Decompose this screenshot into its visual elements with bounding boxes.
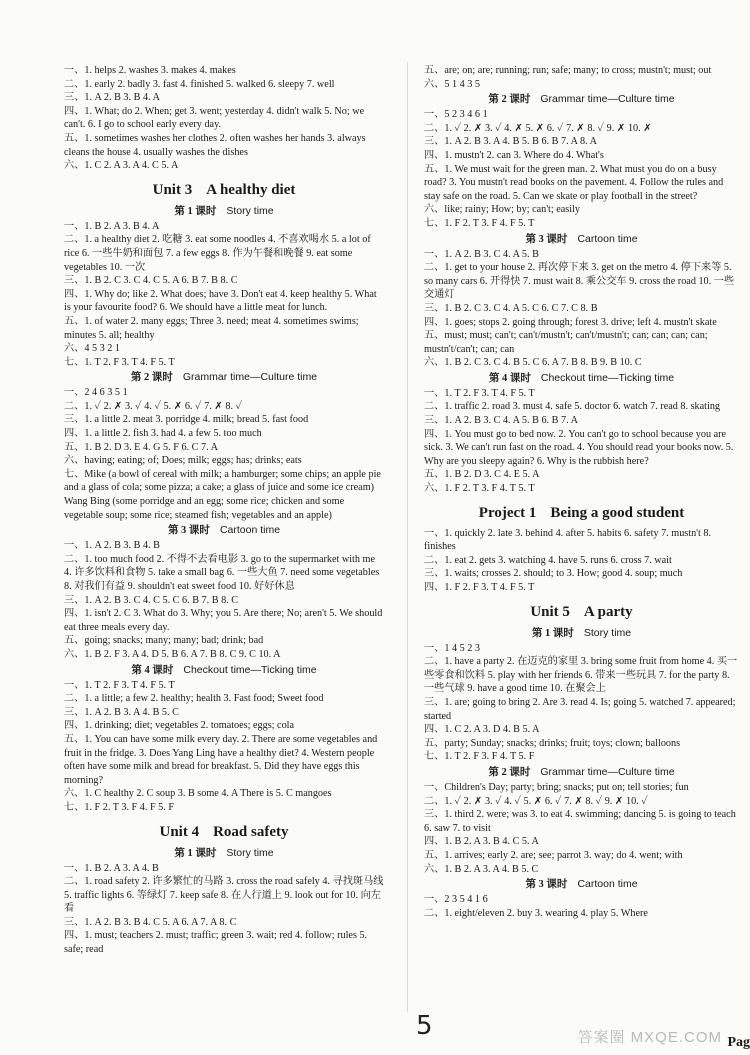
unit-title: Being a good student xyxy=(550,504,685,521)
answer-line: 一、1. quickly 2. late 3. behind 4. after 5. habits 6. safety 7. mustn't 8. finishes xyxy=(424,527,712,553)
answer-line: 六、1. B 2. C 3. C 4. B 5. C 6. A 7. B 8. B 9. B 10. C xyxy=(424,357,642,369)
answer-line: 三、1. B 2. C 3. C 4. A 5. C 6. C 7. C 8. B xyxy=(424,302,598,314)
lesson-name: Cartoon time xyxy=(219,524,281,537)
answer-line: 一、5 2 3 4 6 1 xyxy=(424,109,488,121)
answer-line: 一、1. T 2. F 3. T 4. F 5. T xyxy=(64,679,175,691)
lesson-number: 第 1 课时 xyxy=(531,627,574,639)
answer-line: 五、going; snacks; many; many; bad; drink; bad xyxy=(64,635,264,647)
answer-line: 五、1. B 2. D 3. C 4. E 5. A xyxy=(424,469,540,481)
answer-line: 一、1. T 2. F 3. T 4. F 5. T xyxy=(424,387,535,399)
lesson-number: 第 2 课时 xyxy=(488,94,531,106)
lesson-heading xyxy=(424,626,739,641)
answer-line: 六、5 1 4 3 5 xyxy=(424,78,481,90)
answer-line: 三、1. A 2. B 3. B 4. C 5. A 6. A 7. A 8. C xyxy=(64,916,237,928)
unit-title: A healthy diet xyxy=(206,181,296,198)
answer-line: 六、1. C 2. A 3. A 4. C 5. A xyxy=(64,160,179,172)
lesson-number: 第 3 课时 xyxy=(167,525,210,537)
answer-line: 六、1. F 2. T 3. F 4. T 5. T xyxy=(424,483,535,495)
answer-line: 二、1. too much food 2. 不得不去看电影 3. go to the supermarket with me 4. 许多饮料和食物 5. take a small bag 6. 一些大鱼 7. need some vegetables 8. 对我们有益 9. shouldn't eat sweet food 10. 好好休息 xyxy=(64,553,380,592)
answer-line: 二、1. eight/eleven 2. buy 3. wearing 4. play 5. Where xyxy=(424,907,648,919)
lesson-name: Grammar time—Culture time xyxy=(540,765,675,778)
lesson-name: Story time xyxy=(226,204,274,217)
answer-line: 二、1. ✓ 2. ✗ 3. ✓ 4. ✗ 5. ✗ 6. ✓ 7. ✗ 8. ✓ 9. ✗ 10. ✗ xyxy=(424,122,652,134)
lesson-number: 第 1 课时 xyxy=(174,847,217,859)
lesson-heading xyxy=(64,370,384,385)
lesson-heading xyxy=(64,523,384,538)
lesson-number: 第 2 课时 xyxy=(488,766,531,778)
lesson-heading xyxy=(424,92,739,107)
answer-line: 五、1. B 2. D 3. E 4. G 5. F 6. C 7. A xyxy=(64,441,218,453)
answer-line: 二、1. a little; a few 2. healthy; health 3. Fast food; Sweet food xyxy=(64,693,324,705)
answer-line: 七、1. F 2. T 3. F 4. F 5. T xyxy=(424,217,535,229)
unit-title: A party xyxy=(583,603,633,620)
answer-line: 三、1. a little 2. meat 3. porridge 4. milk; bread 5. fast food xyxy=(64,414,309,426)
answer-line: 二、1. a healthy diet 2. 吃糖 3. eat some noodles 4. 不喜欢喝水 5. a lot of rice 6. 一些牛奶和面包 7. a few eggs 8. 作为午餐和晚餐 9. eat some vegetables 10. 一次 xyxy=(64,234,371,273)
answer-line: 六、like; rainy; How; by; can't; easily xyxy=(424,204,581,216)
column-divider xyxy=(407,62,408,1012)
answer-line: 一、Children's Day; party; bring; snacks; put on; tell stories; fun xyxy=(424,781,689,793)
lesson-heading xyxy=(424,877,739,892)
answer-line: 三、1. are; going to bring 2. Are 3. read 4. Is; going 5. watched 7. appeared; started xyxy=(424,696,736,722)
lesson-name: Cartoon time xyxy=(577,878,638,891)
answer-line: 四、1. Why do; like 2. What does; have 3. Don't eat 4. keep healthy 5. What is your favourite food? 6. We should have a little meat for lunch. xyxy=(64,288,377,314)
answer-line: 三、1. A 2. B 3. A 4. B 5. B 6. B 7. A 8. A xyxy=(424,136,597,148)
answer-line: 四、1. drinking; diet; vegetables 2. tomatoes; eggs; cola xyxy=(64,720,295,732)
answer-line: 一、1 4 5 2 3 xyxy=(424,642,481,654)
handwritten-mark: 5 xyxy=(416,1011,433,1041)
answer-line: 一、1. helps 2. washes 3. makes 4. makes xyxy=(64,65,236,76)
left-column xyxy=(64,64,384,957)
answer-line: 五、party; Sunday; snacks; drinks; fruit; toys; clown; balloons xyxy=(424,737,681,749)
unit-heading xyxy=(424,601,739,623)
lesson-number: 第 3 课时 xyxy=(525,879,568,891)
lesson-heading xyxy=(64,846,384,861)
answer-line: 一、1. B 2. A 3. B 4. A xyxy=(64,220,160,232)
answer-line: 二、1. have a party 2. 在迈克的家里 3. bring some fruit from home 4. 买一些零食和饮料 5. play with her friends 6. 带来一些玩具 7. for the party 8. 一些气球 9. have a good time 10. 在聚会上 xyxy=(424,656,738,695)
right-column xyxy=(424,64,739,920)
answer-line: 七、1. T 2. F 3. T 4. F 5. T xyxy=(64,356,175,368)
answer-line: 六、4 5 3 2 1 xyxy=(64,343,121,355)
unit-heading xyxy=(64,821,384,843)
answer-line: 三、1. B 2. C 3. C 4. C 5. A 6. B 7. B 8. C xyxy=(64,275,238,287)
answer-line: 五、1. sometimes washes her clothes 2. often washes her hands 3. always cleans the house 4. usually washes the dishes xyxy=(64,132,366,158)
answer-line: 五、1. We must wait for the green man. 2. What must you do on a busy road? 3. You mustn't read books on the pavement. 4. Follow the rules and stay safe on the road. 5. Can we skate or play football in the street? xyxy=(424,163,724,202)
answer-line: 三、1. A 2. B 3. C 4. C 5. C 6. B 7. B 8. C xyxy=(64,594,239,606)
unit-number: Project 1 xyxy=(478,504,537,521)
answer-line: 四、1. a little 2. fish 3. had 4. a few 5. too much xyxy=(64,428,262,440)
answer-line: 四、1. goes; stops 2. going through; forest 3. drive; left 4. mustn't skate xyxy=(424,316,717,328)
answer-line: 六、having; eating; of; Does; milk; eggs; has; drinks; eats xyxy=(64,455,302,467)
answer-line: 二、1. get to your house 2. 再次停下来 3. get on the metro 4. 停下来等 5. so many cars 6. 开得快 7. must wait 8. 乘公交车 9. cross the road 10. 一些交通灯 xyxy=(424,262,735,301)
answer-line: 四、1. C 2. A 3. D 4. B 5. A xyxy=(424,724,540,736)
unit-heading xyxy=(64,179,384,201)
unit-number: Unit 3 xyxy=(152,181,193,198)
answer-line: 二、1. eat 2. gets 3. watching 4. have 5. runs 6. cross 7. wait xyxy=(424,554,672,566)
lesson-heading xyxy=(424,371,739,386)
answer-line: 一、1. A 2. B 3. C 4. A 5. B xyxy=(424,248,539,260)
lesson-heading xyxy=(424,765,739,780)
answer-line: 五、1. arrives; early 2. are; see; parrot 3. way; do 4. went; with xyxy=(424,849,683,861)
answer-line: 四、1. F 2. F 3. T 4. F 5. T xyxy=(424,582,535,593)
answer-line: 一、1. B 2. A 3. A 4. B xyxy=(64,862,159,874)
lesson-name: Cartoon time xyxy=(577,232,638,245)
answer-line: 一、2 4 6 3 5 1 xyxy=(64,387,128,399)
answer-line: 三、1. A 2. B 3. A 4. B 5. C xyxy=(64,706,179,718)
unit-number: Unit 4 xyxy=(159,823,200,840)
answer-line: 二、1. traffic 2. road 3. must 4. safe 5. doctor 6. watch 7. read 8. skating xyxy=(424,401,721,413)
lesson-heading xyxy=(64,204,384,219)
lesson-name: Checkout time—Ticking time xyxy=(183,663,317,676)
lesson-number: 第 4 课时 xyxy=(488,372,531,384)
lesson-name: Story time xyxy=(226,846,274,859)
answer-line: 四、1. mustn't 2. can 3. Where do 4. What's xyxy=(424,149,604,161)
lesson-name: Grammar time—Culture time xyxy=(540,93,675,106)
unit-number: Unit 5 xyxy=(530,603,570,620)
answer-line: 五、are; on; are; running; run; safe; many; to cross; mustn't; must; out xyxy=(424,65,712,76)
lesson-number: 第 3 课时 xyxy=(525,233,568,245)
lesson-heading xyxy=(64,663,384,678)
answer-line: 二、1. ✓ 2. ✗ 3. ✓ 4. ✓ 5. ✗ 6. ✓ 7. ✗ 8. ✓ xyxy=(64,400,243,412)
answer-line: 三、1. A 2. B 3. B 4. A xyxy=(64,92,160,104)
answer-line: 五、1. You can have some milk every day. 2. There are some vegetables and fruit in the fridge. 3. Does Yang Ling have a healthy diet? 4. Western people often have some milk and bread for breakfast. 5. Did they have eggs this morning? xyxy=(64,733,378,786)
lesson-heading xyxy=(424,232,739,247)
answer-line: 二、1. ✓ 2. ✗ 3. ✓ 4. ✓ 5. ✗ 6. ✓ 7. ✗ 8. ✓ 9. ✗ 10. ✓ xyxy=(424,795,648,807)
lesson-number: 第 4 课时 xyxy=(131,664,174,676)
answer-line: 一、1. A 2. B 3. B 4. B xyxy=(64,540,160,552)
answer-line: 六、1. B 2. F 3. A 4. D 5. B 6. A 7. B 8. C 9. C 10. A xyxy=(64,648,281,660)
answer-line: 二、1. road safety 2. 许多繁忙的马路 3. cross the road safely 4. 寻找斑马线 5. traffic lights 6. 等绿灯 7. keep safe 8. 在人行道上 9. look out for 10. 向左看 xyxy=(64,876,384,915)
answer-line: 七、1. F 2. T 3. F 4. F 5. F xyxy=(64,801,175,813)
answer-line: 六、1. C healthy 2. C soup 3. B some 4. A There is 5. C mangoes xyxy=(64,788,332,800)
lesson-number: 第 2 课时 xyxy=(130,372,173,384)
answer-line: 七、1. T 2. F 3. F 4. T 5. F xyxy=(424,751,535,763)
answer-line: 五、must; must; can't; can't/mustn't; can't/mustn't; can; can; can; can; mustn't/can't; can; can xyxy=(424,330,708,355)
watermark: 答案圈 MXQE.COM xyxy=(577,1029,722,1046)
lesson-name: Grammar time—Culture time xyxy=(182,371,318,384)
answer-line: 六、1. B 2. A 3. A 4. B 5. C xyxy=(424,863,539,875)
lesson-name: Checkout time—Ticking time xyxy=(540,371,675,384)
answer-line: 四、1. You must go to bed now. 2. You can't go to school because you are sick. 3. We can't run fast on the road. 4. You should read your books now. 5. Why are you sleepy again? 6. Why is the rubbish here? xyxy=(424,428,734,467)
answer-line: 三、1. A 2. B 3. C 4. A 5. B 6. B 7. A xyxy=(424,415,578,427)
answer-line: 五、1. of water 2. many eggs; Three 3. need; meat 4. sometimes swims; minutes 5. all; healthy xyxy=(64,315,359,341)
answer-line: 七、Mike (a bowl of cereal with milk; a hamburger; some chips; an apple pie and a glass of cola; some pizza; a cake; a glass of juice and some ice cream) Wang Bing (some porridge and an egg; some rice; chicken and some vegetable soup; some rice; steamed fish; vegetables and an apple) xyxy=(64,468,381,521)
unit-heading xyxy=(424,502,739,524)
answer-line: 四、1. must; teachers 2. must; traffic; green 3. wait; red 4. follow; rules 5. safe; read xyxy=(64,930,368,956)
page-tag: Pag xyxy=(727,1035,750,1050)
answer-line: 四、1. isn't 2. C 3. What do 3. Why; you 5. Are there; No; aren't 5. We should eat three meals every day. xyxy=(64,608,383,633)
unit-title: Road safety xyxy=(213,823,289,840)
answer-line: 二、1. early 2. badly 3. fast 4. finished 5. walked 6. sleepy 7. well xyxy=(64,78,335,90)
answer-line: 三、1. third 2. were; was 3. to eat 4. swimming; dancing 5. is going to teach 6. saw 7. to visit xyxy=(424,809,736,834)
answer-line: 四、1. What; do 2. When; get 3. went; yesterday 4. didn't walk 5. No; we can't. 6. I go to school early every day. xyxy=(64,105,365,131)
lesson-number: 第 1 课时 xyxy=(174,205,217,217)
answer-line: 四、1. B 2. A 3. B 4. C 5. A xyxy=(424,836,539,848)
lesson-name: Story time xyxy=(583,626,632,639)
answer-line: 三、1. waits; crosses 2. should; to 3. How; good 4. soup; much xyxy=(424,568,683,580)
answer-line: 一、2 3 5 4 1 6 xyxy=(424,894,488,906)
